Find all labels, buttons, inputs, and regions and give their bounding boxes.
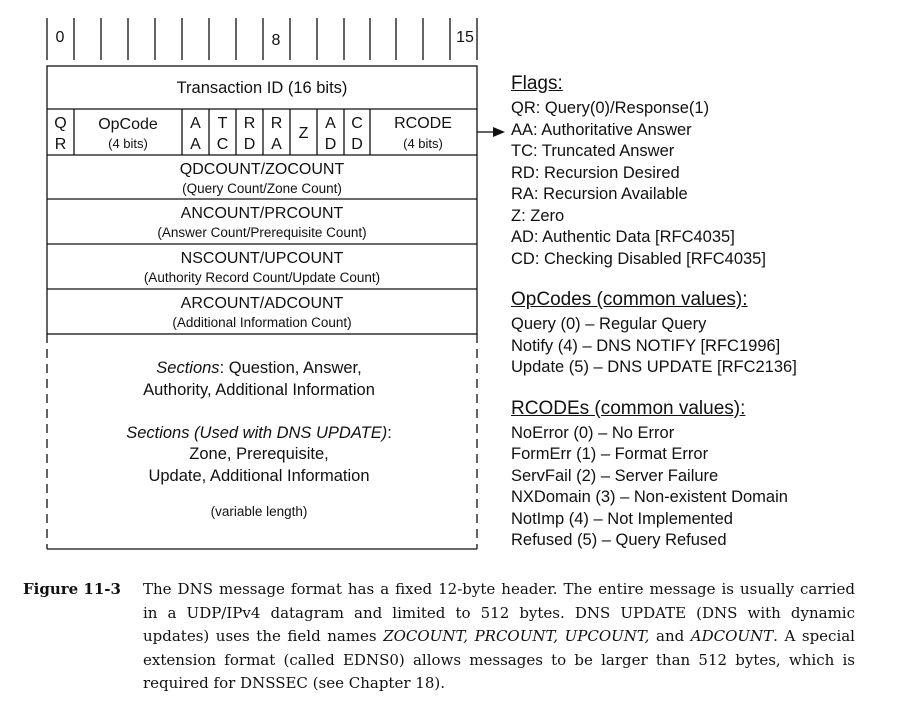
rcodes-legend-item: FormErr (1) – Format Error [511, 445, 709, 463]
caption-text-part: . A special extension format (called EDNS0) allows messages to be larger than 512 bytes, which is required for DNSSEC (see Chapter 18). [143, 627, 855, 692]
sections-update-line-1: Sections (Used with DNS UPDATE): [126, 424, 392, 442]
rcodes-legend [511, 398, 891, 552]
sections-update-line-3: Update, Additional Information [148, 467, 370, 485]
sections-text [126, 359, 392, 519]
flag-ra-bottom: A [271, 136, 282, 153]
flag-rd-top: R [243, 115, 256, 132]
rcodes-legend-item: Refused (5) – Query Refused [511, 531, 727, 549]
flags-legend-item: AA: Authoritative Answer [511, 120, 692, 139]
opcodes-legend-title: OpCodes (common values): [511, 289, 748, 310]
count-fields [144, 161, 380, 330]
flag-aa-bottom: A [190, 136, 201, 153]
rcodes-legend-item: NotImp (4) – Not Implemented [511, 509, 733, 528]
flag-qr-top: Q [54, 115, 67, 132]
flag-ad-top: A [325, 115, 336, 132]
bit-label-0: 0 [55, 29, 65, 46]
flag-rd-bottom: D [243, 136, 256, 153]
qdcount-desc: (Query Count/Zone Count) [182, 181, 342, 196]
rcodes-legend-item: NoError (0) – No Error [511, 423, 675, 442]
nscount-name: NSCOUNT/UPCOUNT [180, 250, 344, 267]
flag-tc-top: T [217, 115, 228, 132]
caption-field-names: ZOCOUNT, PRCOUNT, UPCOUNT, [383, 627, 650, 645]
caption-field-name-last: ADCOUNT [690, 627, 774, 645]
flag-z: Z [298, 125, 309, 142]
flag-cd-top: C [351, 115, 363, 132]
ancount-desc: (Answer Count/Prerequisite Count) [157, 225, 367, 240]
sections-line-1: Sections: Question, Answer, [156, 359, 362, 377]
arcount-desc: (Additional Information Count) [172, 315, 352, 330]
flags-legend-title: Flags: [511, 73, 563, 94]
ancount-name: ANCOUNT/PRCOUNT [180, 205, 344, 222]
flag-opcode-top: OpCode [98, 116, 158, 133]
flag-rcode-top: RCODE [394, 115, 452, 132]
flag-aa-top: A [190, 115, 201, 132]
flags-arrow [477, 127, 505, 137]
legend-panel [511, 73, 891, 571]
opcodes-legend [511, 289, 891, 379]
nscount-desc: (Authority Record Count/Update Count) [143, 270, 381, 285]
opcodes-legend-item: Notify (4) – DNS NOTIFY [RFC1996] [511, 336, 781, 355]
flag-ad-bottom: D [324, 136, 337, 153]
bit-label-15: 15 [456, 29, 474, 46]
flags-legend-item: CD: Checking Disabled [RFC4035] [511, 249, 766, 268]
flag-qr-bottom: R [54, 136, 67, 153]
transaction-id-field: Transaction ID (16 bits) [176, 79, 348, 97]
rcodes-legend-item: ServFail (2) – Server Failure [511, 466, 719, 485]
flag-fields [54, 115, 452, 153]
caption-text [143, 578, 855, 696]
arcount-name: ARCOUNT/ADCOUNT [180, 295, 344, 312]
flags-legend-item: TC: Truncated Answer [511, 142, 675, 160]
caption-text-part: The DNS message format has a fixed 12-byte header. The entire message is usually carried in a UDP/IPv4 datagram and limited to 512 bytes. DNS UPDATE (DNS with dynamic updates) uses the field names [143, 580, 855, 645]
flags-legend-item: AD: Authentic Data [RFC4035] [511, 228, 735, 246]
rcodes-legend-item: NXDomain (3) – Non-existent Domain [511, 488, 788, 506]
flag-cd-bottom: D [351, 136, 363, 153]
opcodes-legend-item: Update (5) – DNS UPDATE [RFC2136] [511, 358, 797, 376]
sections-update-line-2: Zone, Prerequisite, [189, 445, 329, 463]
figure-caption [23, 578, 855, 696]
opcodes-legend-item: Query (0) – Regular Query [511, 315, 707, 333]
flags-legend-item: RA: Recursion Available [511, 185, 688, 203]
flags-legend [511, 73, 891, 270]
variable-length-note: (variable length) [210, 504, 308, 519]
flag-tc-bottom: C [216, 136, 229, 153]
flag-ra-top: R [270, 115, 283, 132]
flag-rcode-bottom: (4 bits) [403, 136, 443, 151]
qdcount-name: QDCOUNT/ZOCOUNT [179, 161, 345, 178]
caption-text-part: and [649, 627, 691, 645]
header-box [47, 66, 477, 334]
bit-ruler [47, 18, 477, 60]
flags-legend-item: Z: Zero [511, 206, 565, 225]
rcodes-legend-title: RCODEs (common values): [511, 397, 746, 419]
flags-legend-item: QR: Query(0)/Response(1) [511, 99, 710, 117]
flag-opcode-bottom: (4 bits) [108, 136, 148, 151]
figure-label: Figure 11-3 [23, 580, 121, 598]
sections-line-2: Authority, Additional Information [143, 381, 375, 399]
bit-label-8: 8 [271, 32, 281, 49]
flags-legend-item: RD: Recursion Desired [511, 163, 680, 182]
